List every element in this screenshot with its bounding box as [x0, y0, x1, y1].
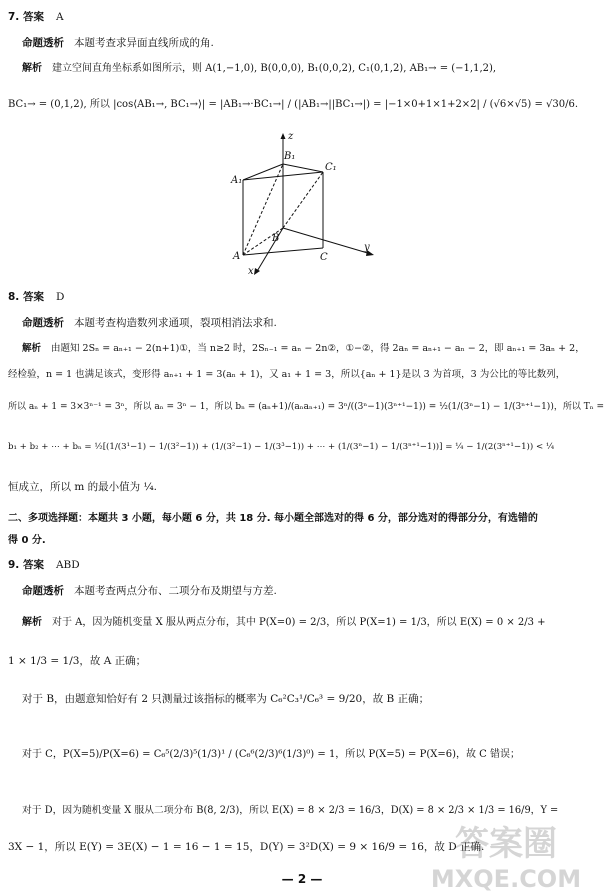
- q7-analysis-line1: 解析 建立空间直角坐标系如图所示，则 A(1,−1,0), B(0,0,0), B₁(0,0,2), C₁(0,1,2), AB₁→ = (−1,1,2),: [22, 63, 497, 74]
- q8-analysis-line3: 所以 aₙ + 1 = 3×3ⁿ⁻¹ = 3ⁿ，所以 aₙ = 3ⁿ − 1，所以 bₙ = (aₙ+1)/(aₙaₙ₊₁) = 3ⁿ/((3ⁿ−1)(3ⁿ⁺¹−1)) = ½(1/(3ⁿ−1) − 1/(3ⁿ⁺¹−1))，所以 Tₙ =: [8, 402, 604, 412]
- svg-text:MXQE.COM: MXQE.COM: [430, 865, 582, 893]
- label-x: x: [248, 266, 254, 276]
- label-B: B: [272, 233, 280, 244]
- label-z: z: [288, 131, 294, 142]
- q8-analysis-line2: 经检验，n = 1 也满足该式，变形得 aₙ₊₁ + 1 = 3(aₙ + 1)，又 a₁ + 1 = 3，所以{aₙ + 1}是以 3 为首项，3 为公比的等比数列，: [8, 369, 566, 380]
- section2-title-line2: 得 0 分.: [8, 535, 46, 546]
- label-C1: C₁: [325, 162, 337, 173]
- q9-analysis-line5: 对于 D，因为随机变量 X 服从二项分布 B(8, 2/3)，所以 E(X) = 8 × 2/3 = 16/3，D(X) = 8 × 2/3 × 1/3 = 16/9，Y =: [22, 805, 559, 816]
- watermark-logo: [416, 813, 596, 893]
- q7-header: [8, 10, 64, 24]
- q7-label: 7. 答案: [8, 11, 44, 23]
- svg-text:答案圈: 答案圈: [455, 824, 557, 864]
- q9-analysis-line6: 3X − 1，所以 E(Y) = 3E(X) − 1 = 16 − 1 = 15，D(Y) = 3²D(X) = 9 × 16/9 = 16，故 D 正确.: [8, 841, 485, 853]
- q8-intent: 命题透析 本题考查构造数列求通项，裂项相消法求和.: [22, 317, 277, 329]
- q8-analysis-line5: 恒成立，所以 m 的最小值为 ¼.: [8, 481, 157, 493]
- q9-header: [8, 558, 80, 572]
- q8-analysis-line1: 解析 由题知 2Sₙ = aₙ₊₁ − 2(n+1)①，当 n≥2 时，2Sₙ₋₁ = aₙ − 2n②，①−②，得 2aₙ = aₙ₊₁ − aₙ − 2，即 aₙ₊₁ = 3aₙ + 2，: [22, 343, 585, 354]
- q9-answer: ABD: [55, 559, 80, 571]
- q9-analysis-line3: 对于 B，由题意知恰好有 2 只测量过该指标的概率为 C₆²C₃¹/C₆³ = 9/20，故 B 正确；: [22, 693, 430, 705]
- q8-analysis-line4: b₁ + b₂ + ⋯ + bₙ = ½[(1/(3¹−1) − 1/(3²−1)) + (1/(3²−1) − 1/(3³−1)) + ⋯ + (1/(3ⁿ−1) − 1/(3ⁿ⁺¹−1))] = ¼ − 1/(2(3ⁿ⁺¹−1)) < ¼: [8, 442, 555, 452]
- label-A1: A₁: [231, 175, 243, 186]
- label-y: y: [364, 242, 370, 253]
- q9-intent: 命题透析 本题考查两点分布、二项分布及期望与方差.: [22, 585, 277, 597]
- label-C: C: [320, 252, 328, 263]
- q7-answer: A: [55, 11, 64, 23]
- label-B1: B₁: [284, 151, 296, 162]
- q9-label: 9. 答案: [8, 559, 44, 571]
- q9-analysis-line4: 对于 C，P(X=5)/P(X=6) = C₆⁵(2/3)⁵(1/3)¹ / (C₆⁶(2/3)⁶(1/3)⁰) = 1，所以 P(X=5) = P(X=6)，故 C 错误；: [22, 749, 521, 760]
- q7-analysis-line2: BC₁→ = (0,1,2), 所以 |cos⟨AB₁→, BC₁→⟩| = |AB₁→·BC₁→| / (|AB₁→||BC₁→|) = |−1×0+1×1+2×2| / (√6×√5) = √30/6.: [8, 99, 579, 110]
- prism-figure: [228, 128, 376, 276]
- q7-intent: 命题透析 本题考查求异面直线所成的角.: [22, 37, 214, 49]
- label-A: A: [233, 251, 241, 262]
- q9-analysis-line1: 解析 对于 A，因为随机变量 X 服从两点分布，其中 P(X=0) = 2/3，所以 P(X=1) = 1/3，所以 E(X) = 0 × 2/3 +: [22, 617, 546, 628]
- section2-title-line1: 二、多项选择题：本题共 3 小题，每小题 6 分，共 18 分. 每小题全部选对的得 6 分，部分选对的得部分分，有选错的: [8, 513, 538, 524]
- q8-label: 8. 答案: [8, 291, 44, 303]
- q8-header: [8, 290, 64, 304]
- q8-answer: D: [55, 291, 65, 303]
- page-number: — 2 —: [281, 872, 323, 886]
- q9-analysis-line2: 1 × 1/3 = 1/3，故 A 正确；: [8, 655, 147, 667]
